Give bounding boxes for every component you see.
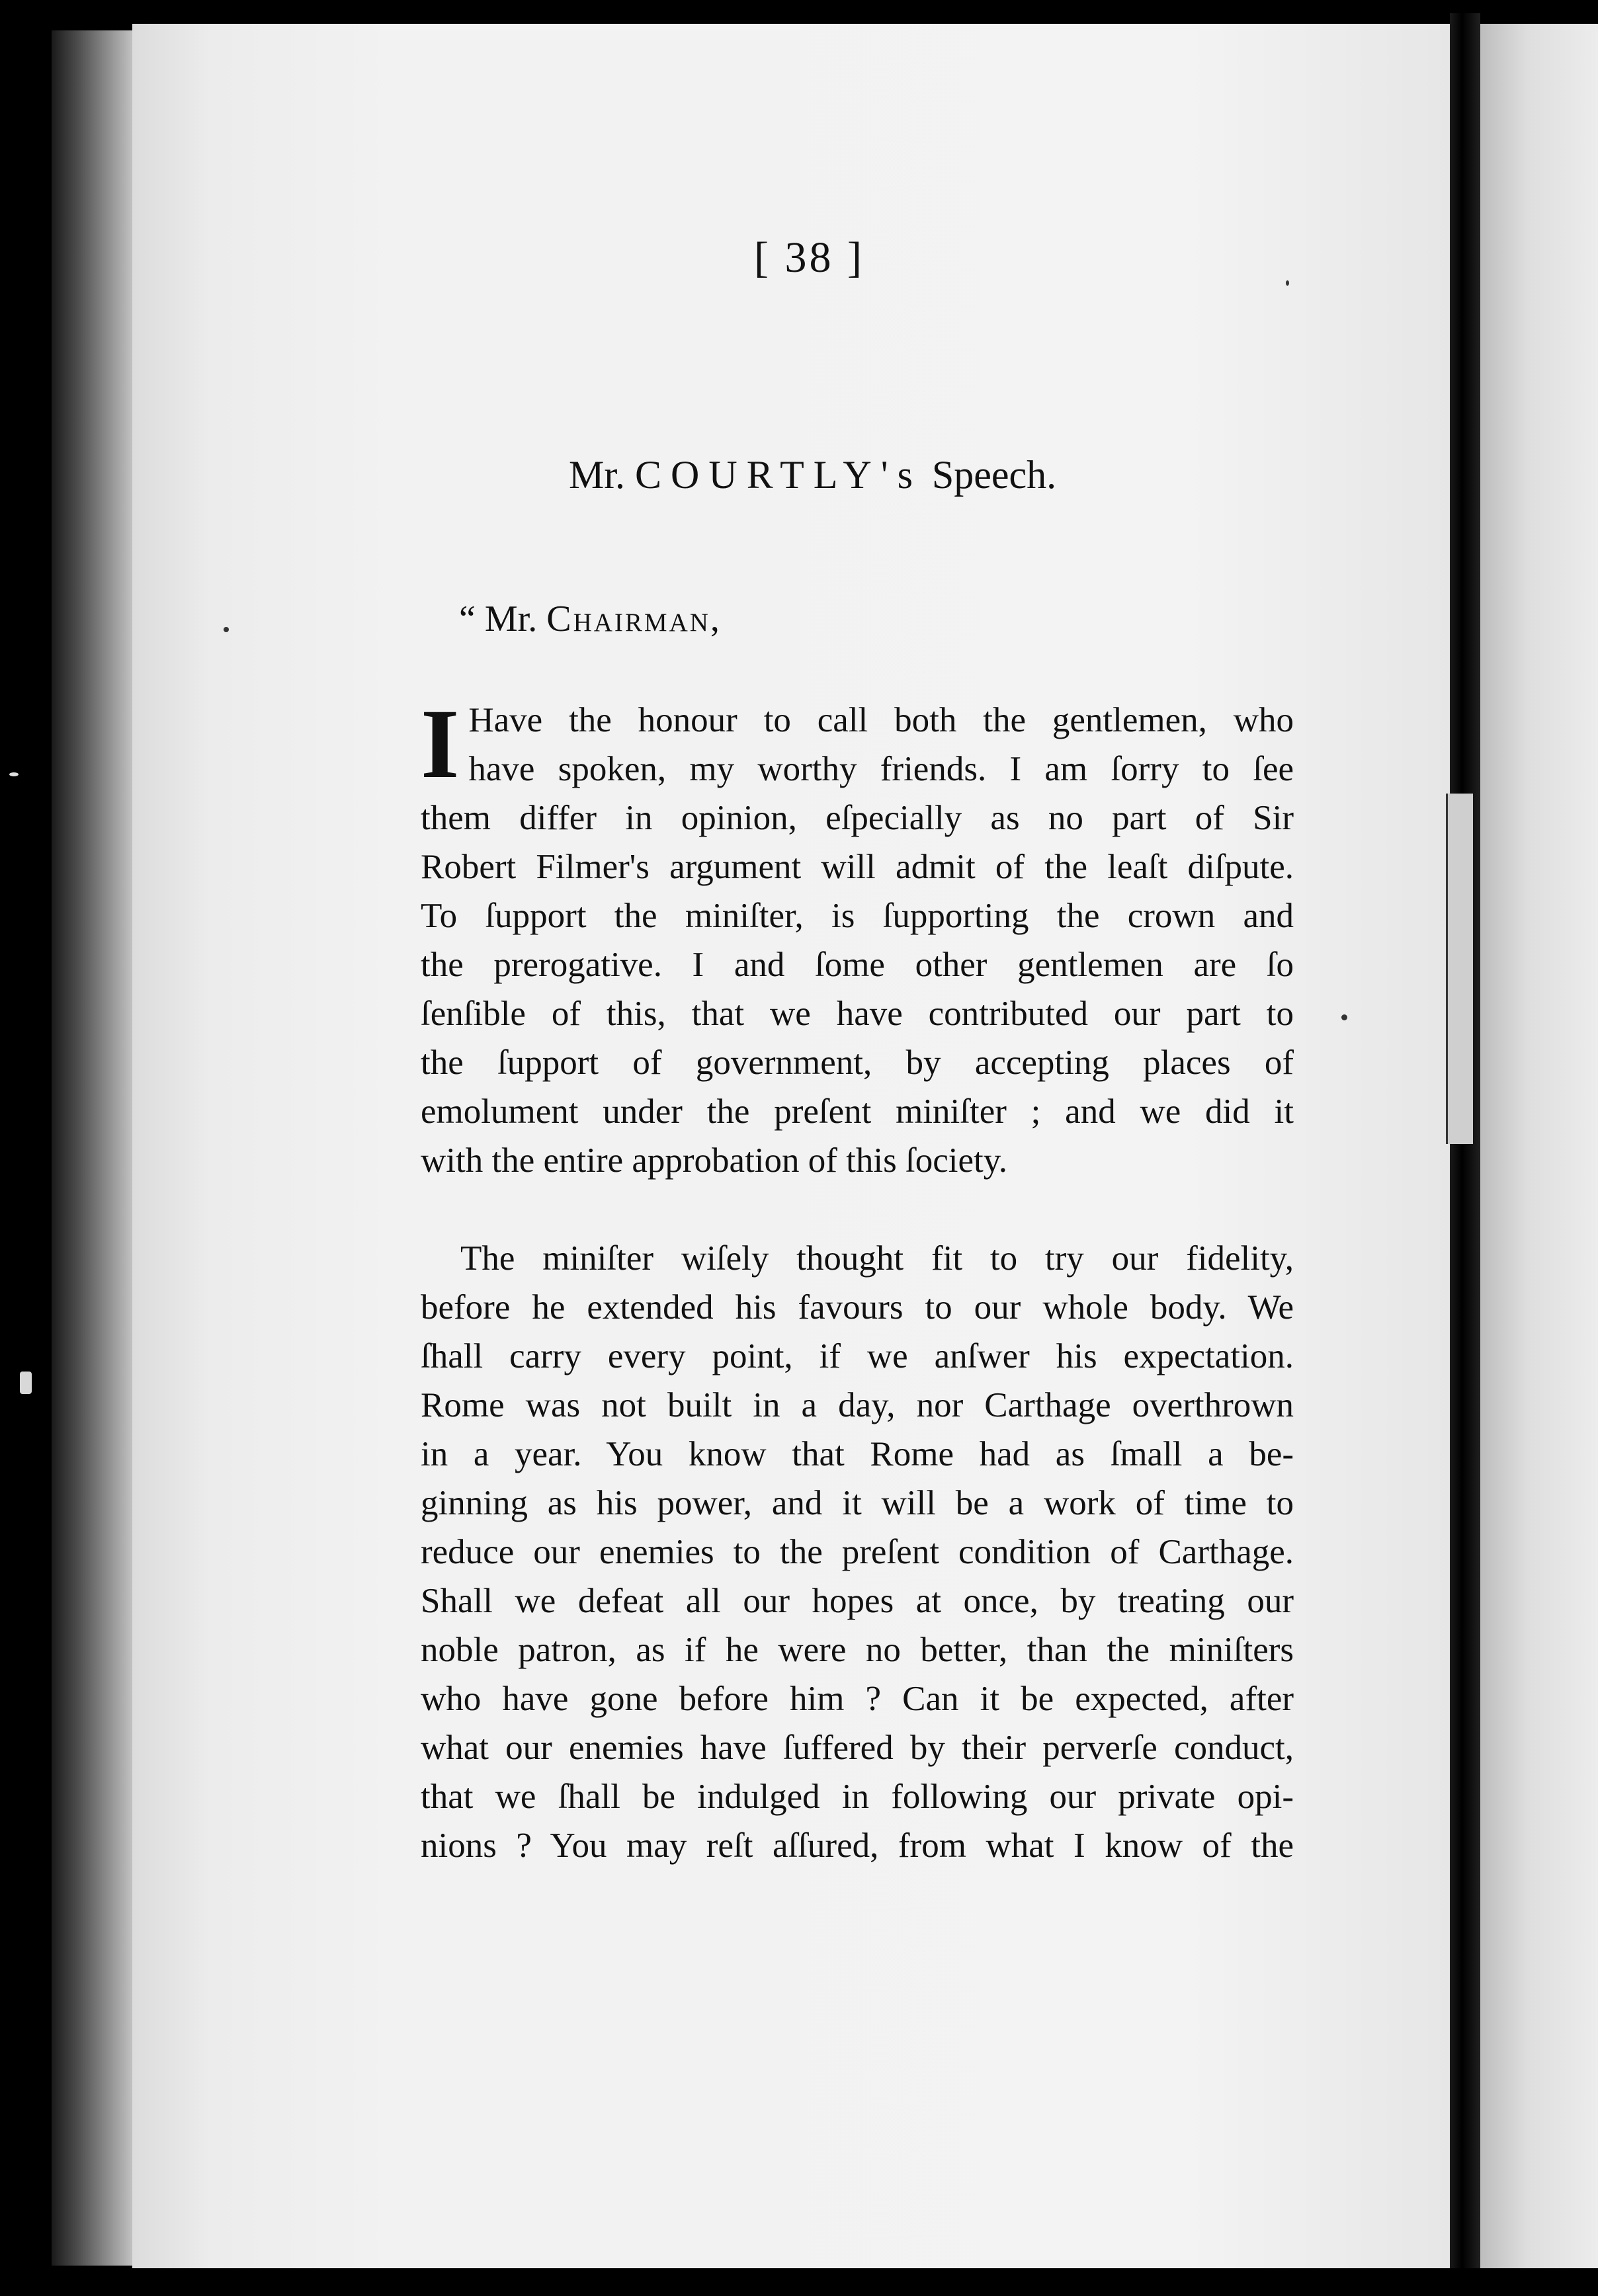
speech-heading	[569, 452, 1056, 498]
text-line: ſenſible of this, that we have contributed our part to	[421, 995, 1294, 1033]
text-line: that we ſhall be indulged in following our private opi-	[421, 1778, 1294, 1816]
text-line: the prerogative. I and ſome other gentlemen are ſo	[421, 946, 1294, 984]
text-line: noble patron, as if he were no better, than the miniſters	[421, 1631, 1294, 1669]
gutter-paper-edge	[1446, 794, 1473, 1144]
ink-speck	[1341, 1014, 1347, 1020]
text-line: nions ? You may reſt aſſured, from what I know of the	[421, 1826, 1294, 1865]
scan-mark	[20, 1372, 32, 1394]
salutation-name: Chairman,	[546, 598, 722, 639]
text-line: in a year. You know that Rome had as ſmall a be-	[421, 1435, 1294, 1473]
text-line: the ſupport of government, by accepting places of	[421, 1044, 1294, 1082]
text-line: with the entire approbation of this ſociety.	[421, 1141, 1008, 1180]
facing-page-edge	[1480, 24, 1598, 2268]
text-line: Have the honour to call both the gentlemen, who	[468, 701, 1294, 739]
heading-speaker-name: COURTLY's	[635, 453, 922, 497]
paragraph-1	[421, 689, 1294, 1185]
text-line: To ſupport the miniſter, is ſupporting the crown and	[421, 897, 1294, 935]
text-line: before he extended his favours to our whole body. We	[421, 1288, 1294, 1327]
heading-suffix: Speech.	[931, 453, 1057, 497]
text-line: reduce our enemies to the preſent condition of Carthage.	[421, 1533, 1294, 1571]
text-line: who have gone before him ? Can it be expected, after	[421, 1680, 1294, 1718]
text-line: have spoken, my worthy friends. I am ſorry to ſee	[468, 750, 1294, 788]
scan-bottom-edge	[0, 2268, 1598, 2296]
text-line: what our enemies have ſuffered by their perverſe conduct,	[421, 1729, 1294, 1767]
ink-speck	[224, 627, 229, 632]
heading-prefix: Mr.	[569, 453, 626, 497]
text-line: Robert Filmer's argument will admit of the leaſt diſpute.	[421, 848, 1294, 886]
text-line: emolument under the preſent miniſter ; and we did it	[421, 1092, 1294, 1131]
scan-mark	[9, 772, 19, 776]
text-line: ginning as his power, and it will be a work of time to	[421, 1484, 1294, 1522]
paragraph-2	[421, 1234, 1294, 1870]
page-number: [ 38 ]	[754, 233, 864, 282]
text-line: The miniſter wiſely thought fit to try our fidelity,	[460, 1239, 1294, 1278]
text-line: ſhall carry every point, if we anſwer his expectation.	[421, 1337, 1294, 1375]
text-line: Shall we defeat all our hopes at once, by treating our	[421, 1582, 1294, 1620]
drop-cap: I	[421, 689, 460, 799]
salutation-quote: “ Mr.	[459, 598, 538, 639]
ink-speck	[1286, 280, 1289, 286]
text-line: Rome was not built in a day, nor Carthage overthrown	[421, 1386, 1294, 1424]
text-line: them differ in opinion, eſpecially as no part of Sir	[421, 799, 1294, 837]
salutation	[459, 598, 722, 640]
